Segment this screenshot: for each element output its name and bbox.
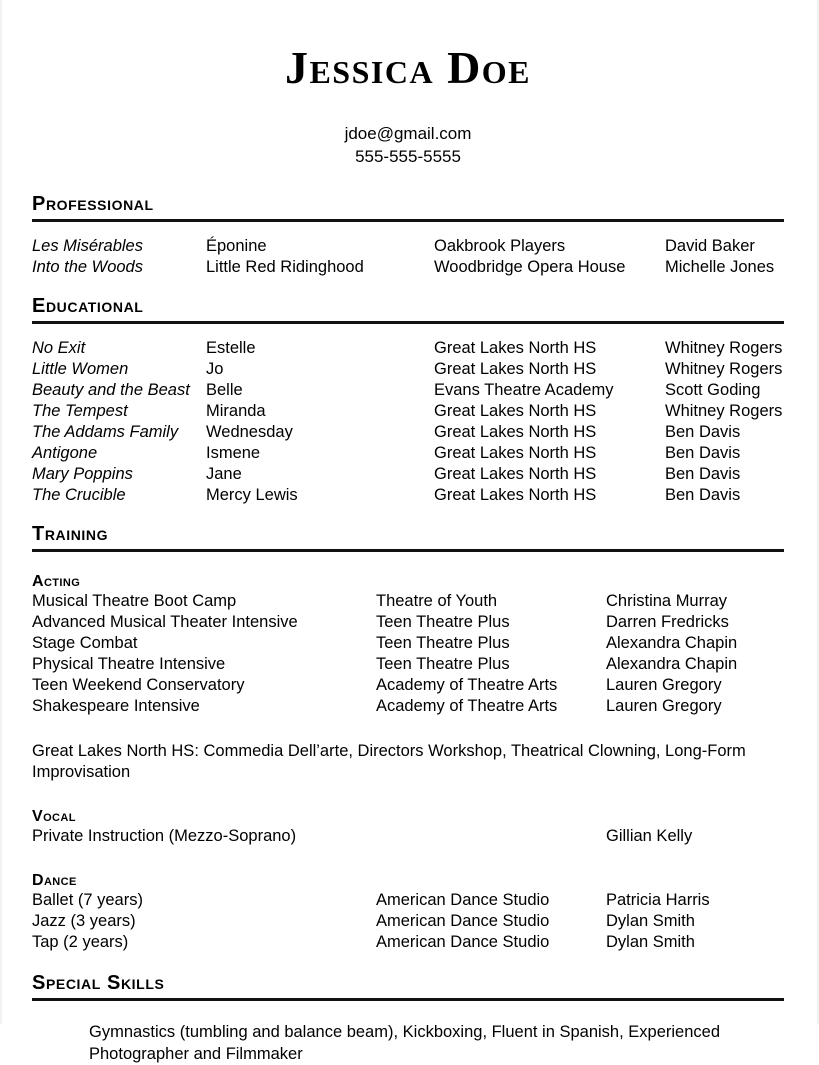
table-row (32, 612, 784, 633)
training-title: Shakespeare Intensive (32, 696, 200, 715)
subsection-heading-vocal: Vocal (32, 807, 76, 825)
training-company: Academy of Theatre Arts (376, 675, 558, 694)
table-row (32, 633, 784, 654)
contact-phone: 555-555-5555 (355, 146, 461, 166)
credit-title: Antigone (32, 443, 98, 462)
special-skills-text: Gymnastics (tumbling and balance beam), Kickboxing, Fluent in Spanish, Experienced Photographer and Filmmaker (89, 1022, 720, 1063)
credit-company: Great Lakes North HS (434, 359, 597, 378)
table-row (32, 675, 784, 696)
credit-person: Ben Davis (665, 422, 741, 441)
training-title: Jazz (3 years) (32, 911, 136, 930)
training-title: Physical Theatre Intensive (32, 654, 226, 673)
credit-person: Ben Davis (665, 443, 741, 462)
training-title: Advanced Musical Theater Intensive (32, 612, 298, 631)
table-row (32, 890, 784, 911)
training-company: Teen Theatre Plus (376, 654, 510, 673)
training-person: Dylan Smith (606, 911, 695, 930)
credit-role: Miranda (206, 401, 266, 420)
table-row (32, 911, 784, 932)
credit-title: No Exit (32, 338, 86, 357)
training-person: Lauren Gregory (606, 675, 722, 694)
credit-person: David Baker (665, 236, 755, 255)
table-row (32, 422, 784, 443)
subsection-heading-acting: Acting (32, 572, 81, 590)
credit-role: Jo (206, 359, 224, 378)
acting-training-table (32, 591, 784, 717)
credit-title: Mary Poppins (32, 464, 133, 483)
table-row (32, 380, 784, 401)
contact-email: jdoe@gmail.com (344, 123, 472, 143)
credit-person: Ben Davis (665, 464, 741, 483)
educational-credits-table (32, 338, 784, 506)
credit-role: Ismene (206, 443, 261, 462)
table-row (32, 236, 784, 257)
credit-person: Michelle Jones (665, 257, 775, 276)
credit-company: Great Lakes North HS (434, 443, 597, 462)
credit-role: Belle (206, 380, 243, 399)
training-company: Academy of Theatre Arts (376, 696, 558, 715)
credit-person: Scott Goding (665, 380, 761, 399)
credit-role: Wednesday (206, 422, 293, 441)
section-heading-educational: Educational (32, 296, 784, 324)
credit-title: The Crucible (32, 485, 126, 504)
credit-title: Into the Woods (32, 257, 143, 276)
training-person: Dylan Smith (606, 932, 695, 951)
credit-title: Les Misérables (32, 236, 143, 255)
table-row (32, 401, 784, 422)
training-title: Musical Theatre Boot Camp (32, 591, 237, 610)
credit-role: Jane (206, 464, 242, 483)
training-company: American Dance Studio (376, 932, 550, 951)
credit-company: Great Lakes North HS (434, 464, 597, 483)
training-person: Lauren Gregory (606, 696, 722, 715)
credit-role: Mercy Lewis (206, 485, 298, 504)
table-row (32, 932, 784, 953)
credit-title: Beauty and the Beast (32, 380, 190, 399)
credit-company: Great Lakes North HS (434, 338, 597, 357)
credit-company: Woodbridge Opera House (434, 257, 626, 276)
credit-company: Evans Theatre Academy (434, 380, 614, 399)
training-company: Teen Theatre Plus (376, 612, 510, 631)
credit-company: Great Lakes North HS (434, 401, 597, 420)
table-row (32, 464, 784, 485)
contact-block (32, 122, 784, 168)
training-person: Darren Fredricks (606, 612, 729, 631)
training-company: Theatre of Youth (376, 591, 498, 610)
section-heading-training: Training (32, 524, 784, 552)
credit-title: The Addams Family (32, 422, 179, 441)
subsection-heading-dance: Dance (32, 871, 77, 889)
dance-training-table (32, 890, 784, 953)
credit-person: Whitney Rogers (665, 338, 783, 357)
professional-credits-table (32, 236, 784, 278)
credit-role: Estelle (206, 338, 256, 357)
section-heading-special-skills: Special Skills (32, 973, 784, 1001)
acting-training-note: Great Lakes North HS: Commedia Dell’arte, Directors Workshop, Theatrical Clowning, Long-Form Improvisation (32, 741, 746, 781)
credit-role: Éponine (206, 236, 267, 255)
training-company (376, 826, 606, 847)
credit-company: Oakbrook Players (434, 236, 566, 255)
credit-company: Great Lakes North HS (434, 422, 597, 441)
training-person: Gillian Kelly (606, 826, 693, 845)
credit-person: Whitney Rogers (665, 359, 783, 378)
training-company: American Dance Studio (376, 911, 550, 930)
table-row (32, 485, 784, 506)
credit-title: Little Women (32, 359, 129, 378)
training-person: Alexandra Chapin (606, 633, 738, 652)
training-title: Ballet (7 years) (32, 890, 143, 909)
table-row (32, 591, 784, 612)
page-title: Jessica Doe (284, 41, 532, 93)
table-row (32, 359, 784, 380)
training-person: Alexandra Chapin (606, 654, 738, 673)
table-row (32, 257, 784, 278)
vocal-training-table (32, 826, 784, 847)
credit-company: Great Lakes North HS (434, 485, 597, 504)
training-person: Patricia Harris (606, 890, 710, 909)
table-row (32, 338, 784, 359)
training-company: American Dance Studio (376, 890, 550, 909)
table-row (32, 696, 784, 717)
table-row (32, 826, 784, 847)
training-title: Stage Combat (32, 633, 138, 652)
credit-person: Whitney Rogers (665, 401, 783, 420)
training-person: Christina Murray (606, 591, 728, 610)
table-row (32, 654, 784, 675)
section-heading-professional: Professional (32, 194, 784, 222)
training-company: Teen Theatre Plus (376, 633, 510, 652)
credit-role: Little Red Ridinghood (206, 257, 364, 276)
credit-person: Ben Davis (665, 485, 741, 504)
training-title: Private Instruction (Mezzo-Soprano) (32, 826, 297, 845)
training-title: Teen Weekend Conservatory (32, 675, 245, 694)
credit-title: The Tempest (32, 401, 128, 420)
table-row (32, 443, 784, 464)
training-title: Tap (2 years) (32, 932, 129, 951)
